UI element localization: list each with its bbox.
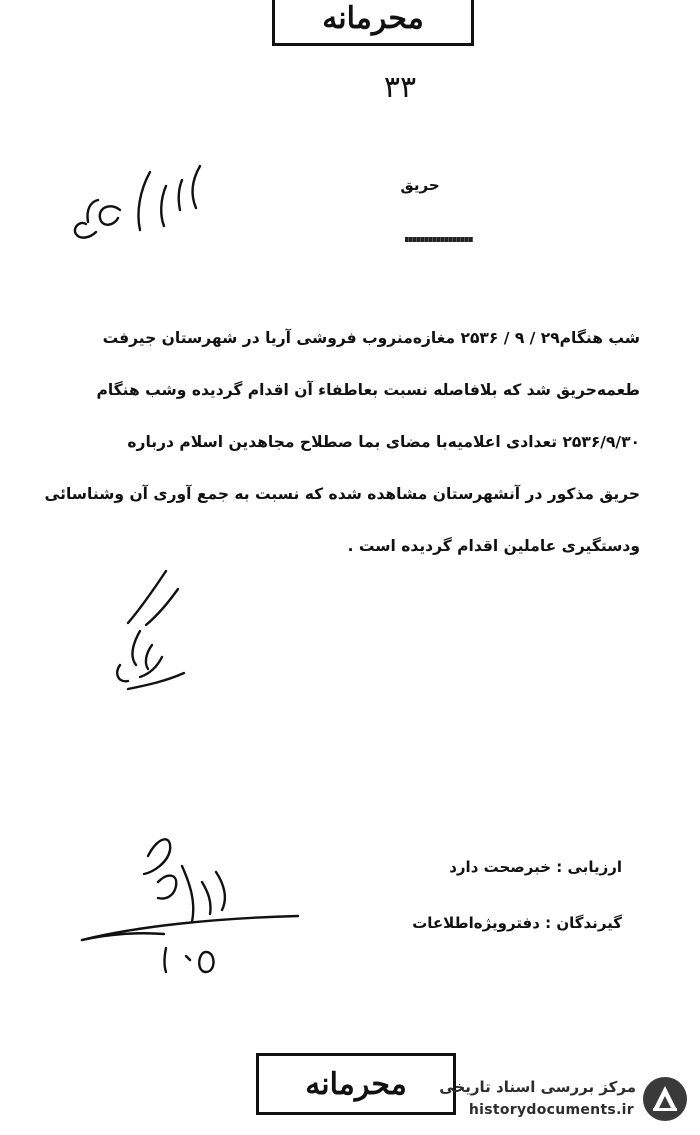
watermark-site: historydocuments.ir — [468, 1102, 634, 1118]
document-subject: حریق — [400, 176, 440, 194]
watermark-name: مرکز بررسی اسناد تاریخی — [439, 1078, 636, 1096]
classification-stamp-top: محرمانه — [272, 0, 474, 46]
evaluation-line: ارزیابی : خبرصحت دارد — [449, 858, 622, 876]
handwritten-signature-bottom — [78, 826, 308, 986]
body-line-1: شب هنگام۲۹ / ۹ / ۲۵۳۶ مغازه‌منروب فروشی آریا در شهرستان جیرفت — [102, 329, 640, 347]
body-line-5: ودستگیری عاملین اقدام گردیده است . — [347, 537, 640, 555]
body-line-3: ۲۵۳۶/۹/۳۰ تعدادی اعلامیه‌با مضای بما صطلاح مجاهدین اسلام درباره — [127, 433, 640, 451]
body-line-4: حریق مذکور در آنشهرستان مشاهده شده که نسبت به جمع آوری آن وشناسائی — [44, 485, 640, 503]
report-body — [44, 312, 640, 572]
body-line-2: طعمه‌حریق شد که بلافاصله نسبت بعاطفاء آن اقدام گردیده وشب هنگام — [96, 381, 640, 399]
page-number: ۳۳ — [383, 70, 417, 105]
recipients-line: گیرندگان : دفترویژه‌اطلاعات — [412, 914, 622, 932]
handwritten-note-top — [70, 160, 220, 255]
subject-underline — [405, 237, 473, 242]
archive-logo-icon — [640, 1074, 690, 1124]
archive-watermark — [430, 1070, 692, 1130]
classification-stamp-bottom: محرمانه — [256, 1053, 456, 1115]
handwritten-signature-middle — [100, 565, 210, 695]
